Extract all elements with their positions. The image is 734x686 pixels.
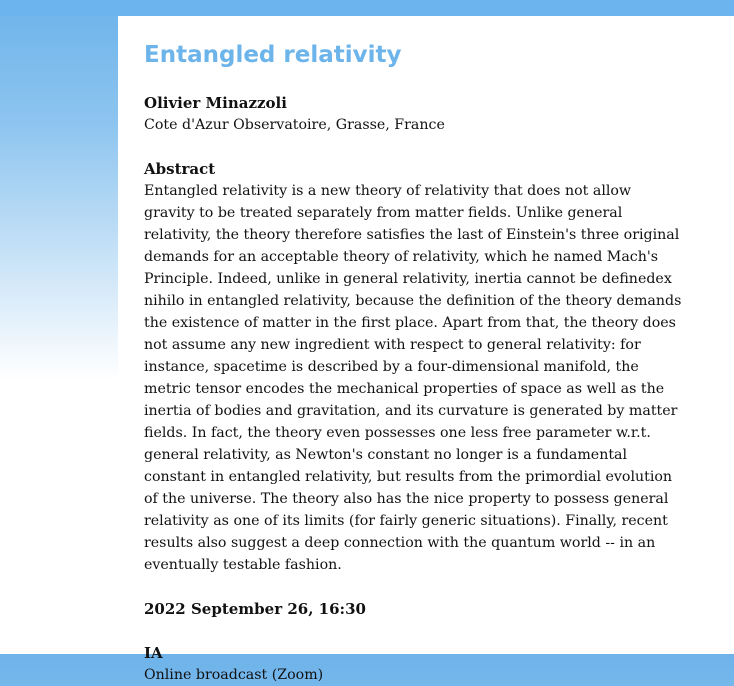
venue-section xyxy=(144,642,684,686)
abstract-heading: Abstract xyxy=(144,160,216,178)
venue-code: IA xyxy=(144,644,163,662)
content-panel xyxy=(118,16,734,683)
header-band xyxy=(0,0,734,16)
abstract-text: Entangled relativity is a new theory of relativity that does not allow gravity to be treated separately from matter fields. Unlike general relativity, the theory therefore satisfies the last of Einstein's three original demands for an acceptable theory of relativity, which he named Mach's Principle. Indeed, unlike in general relativity, inertia cannot be definedex nihilo in entangled relativity, because the definition of the theory demands the existence of matter in the first place. Apart from that, the theory does not assume any new ingredient with respect to general relativity: for instance, spacetime is described by a four-dimensional manifold, the metric tensor encodes the mechanical properties of space as well as the inertia of bodies and gravitation, and its curvature is generated by matter fields. In fact, the theory even possesses one less free parameter w.r.t. general relativity, as Newton's constant no longer is a fundamental constant in entangled relativity, but results from the primordial evolution of the universe. The theory also has the nice property to possess general relativity as one of its limits (for fairly generic situations). Finally, recent results also suggest a deep connection with the quantum world -- in an eventually testable fashion. xyxy=(144,183,682,573)
author-affiliation: Cote d'Azur Observatoire, Grasse, France xyxy=(144,117,445,133)
abstract-section xyxy=(144,158,684,576)
venue-location: Online broadcast (Zoom) xyxy=(144,667,324,683)
event-datetime: 2022 September 26, 16:30 xyxy=(144,600,366,618)
page-title: Entangled relativity xyxy=(144,42,402,68)
event-details xyxy=(144,40,684,686)
author-name: Olivier Minazzoli xyxy=(144,94,287,112)
